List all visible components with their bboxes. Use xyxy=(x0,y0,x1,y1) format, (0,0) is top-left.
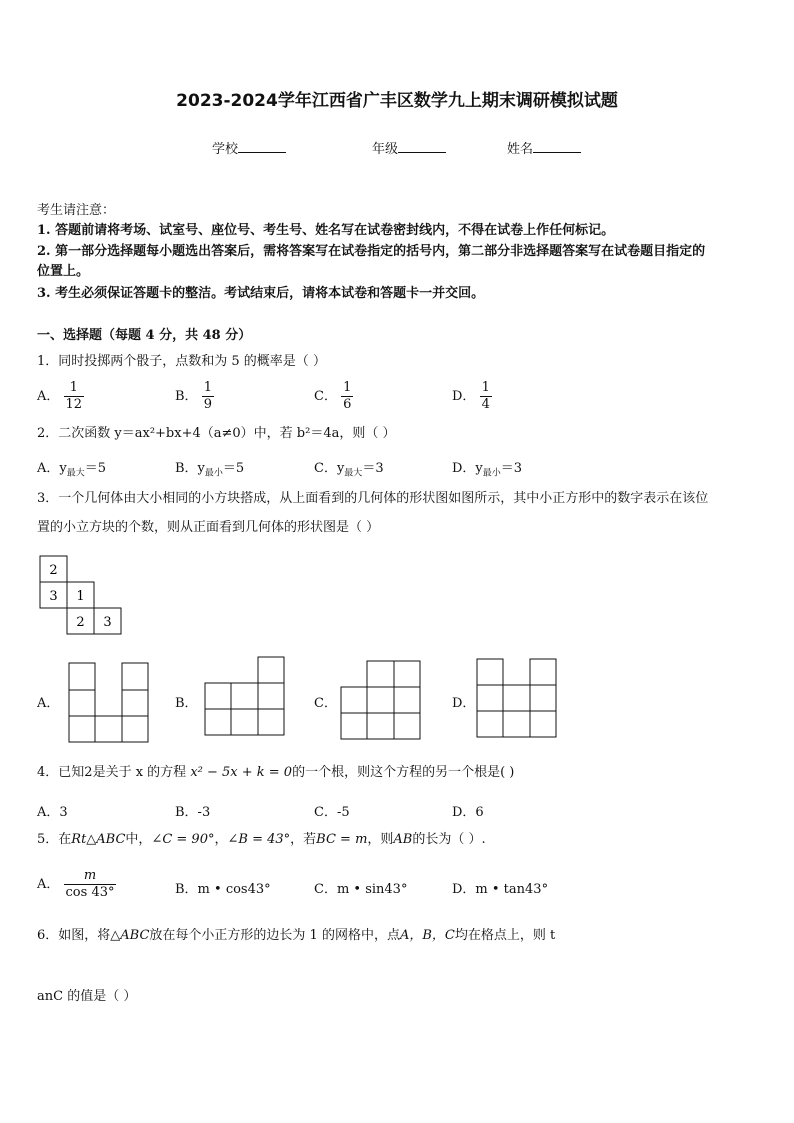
q2-option-d[interactable]: D．$y_{最小}=3$ xyxy=(452,461,523,479)
q2-stem: 2．二次函数 y＝ax²+bx+4（a≠0）中，若 b²＝4a，则（ ） xyxy=(37,426,396,441)
q5-stem: 5．在Rt△ABC中，∠C = 90°，∠B = 43°，若BC = m，则AB的长为（ ）. xyxy=(37,832,486,847)
school-field[interactable] xyxy=(212,140,286,160)
q1-a-fraction: $\frac{1}{12}$ xyxy=(65,380,83,412)
section-heading: 一、选择题（每题 4 分，共 48 分） xyxy=(37,328,252,343)
q2-option-c[interactable]: C．$y_{最大}=3$ xyxy=(314,461,384,479)
grid-cell-r3c3: 3 xyxy=(103,615,112,630)
notice-heading: 考生请注意： xyxy=(37,203,116,218)
q3-stem-line1: 3．一个几何体由大小相同的小方块搭成，从上面看到的几何体的形状图如图所示，其中小正方形中的数字表示在该位 xyxy=(37,491,709,506)
q3-option-a-figure[interactable] xyxy=(68,662,150,744)
grid-cell-r2c1: 3 xyxy=(49,589,58,604)
q3-option-b-label[interactable]: B． xyxy=(175,696,198,711)
name-label: 姓名 xyxy=(507,142,534,157)
q5-option-a[interactable]: A． $\frac{m}{\cos 43^\circ}$ xyxy=(37,868,115,900)
grade-label: 年级 xyxy=(372,142,399,157)
q3-stem-line2: 置的小立方块的个数，则从正面看到几何体的形状图是（ ） xyxy=(37,520,380,535)
page-title: 2023-2024学年江西省广丰区数学九上期末调研模拟试题 xyxy=(176,91,618,111)
q1-option-b[interactable]: B． $\frac{1}{9}$ xyxy=(175,380,212,412)
q1-option-d[interactable]: D． $\frac{1}{4}$ xyxy=(452,380,490,412)
q1-b-fraction: $\frac{1}{9}$ xyxy=(203,380,212,412)
q3-option-d-label[interactable]: D． xyxy=(452,696,476,711)
q3-top-view-grid xyxy=(38,554,128,638)
q4-option-c[interactable]: C．-5 xyxy=(314,805,350,820)
q5-a-fraction: $\frac{m}{\cos 43^\circ}$ xyxy=(65,868,115,900)
q3-option-a-label[interactable]: A． xyxy=(37,696,60,711)
q1-d-fraction: $\frac{1}{4}$ xyxy=(481,380,490,412)
grid-cell-r2c2: 1 xyxy=(76,589,85,604)
grid-cell-r3c2: 2 xyxy=(76,615,85,630)
notice-item-2-cont: 位置上。 xyxy=(37,264,90,279)
q4-root: 2 xyxy=(84,765,93,780)
q3-option-b-figure[interactable] xyxy=(204,656,286,738)
q1-c-fraction: $\frac{1}{6}$ xyxy=(343,380,352,412)
q4-option-d[interactable]: D．6 xyxy=(452,805,484,820)
q1-stem: 1．同时投掷两个骰子，点数和为 5 的概率是（ ） xyxy=(37,354,326,369)
q4-stem: 4．已知2是关于 x 的方程 x² − 5x + k = 0的一个根，则这个方程的另一个根是( ) xyxy=(37,765,515,780)
q3-option-c-label[interactable]: C． xyxy=(314,696,337,711)
q4-equation: x² − 5x + k = 0 xyxy=(190,765,293,780)
q4-option-a[interactable]: A．3 xyxy=(37,805,68,820)
q5-option-d[interactable]: D．m • tan43° xyxy=(452,882,549,897)
school-label: 学校 xyxy=(212,142,239,157)
q1-option-c[interactable]: C． $\frac{1}{6}$ xyxy=(314,380,352,412)
q5-option-b[interactable]: B．m • cos43° xyxy=(175,882,271,897)
q6-stem: 6．如图，将△ABC放在每个小正方形的边长为 1 的网格中，点A，B，C均在格点上，则 t xyxy=(37,928,556,943)
notice-item-3: 3. 考生必须保证答题卡的整洁。考试结束后，请将本试卷和答题卡一并交回。 xyxy=(37,286,485,301)
notice-item-1: 1. 答题前请将考场、试室号、座位号、考生号、姓名写在试卷密封线内，不得在试卷上作任何标记。 xyxy=(37,223,615,238)
q1-option-a[interactable]: A． $\frac{1}{12}$ xyxy=(37,380,83,412)
q3-option-d-figure[interactable] xyxy=(476,658,558,740)
grid-cell-r1c1: 2 xyxy=(49,563,58,578)
q2-option-b[interactable]: B．$y_{最小}=5$ xyxy=(175,461,245,479)
q5-option-c[interactable]: C．m • sin43° xyxy=(314,882,408,897)
q4-option-b[interactable]: B．-3 xyxy=(175,805,211,820)
q6-stem-line2: anC 的值是（ ） xyxy=(37,989,137,1004)
q3-option-c-figure[interactable] xyxy=(340,660,422,742)
name-field[interactable] xyxy=(507,140,581,160)
grade-field[interactable] xyxy=(372,140,446,160)
q2-option-a[interactable]: A．$y_{最大}=5$ xyxy=(37,461,107,479)
notice-item-2: 2. 第一部分选择题每小题选出答案后，需将答案写在试卷指定的括号内，第二部分非选择题答案写在试卷题目指定的 xyxy=(37,244,706,259)
